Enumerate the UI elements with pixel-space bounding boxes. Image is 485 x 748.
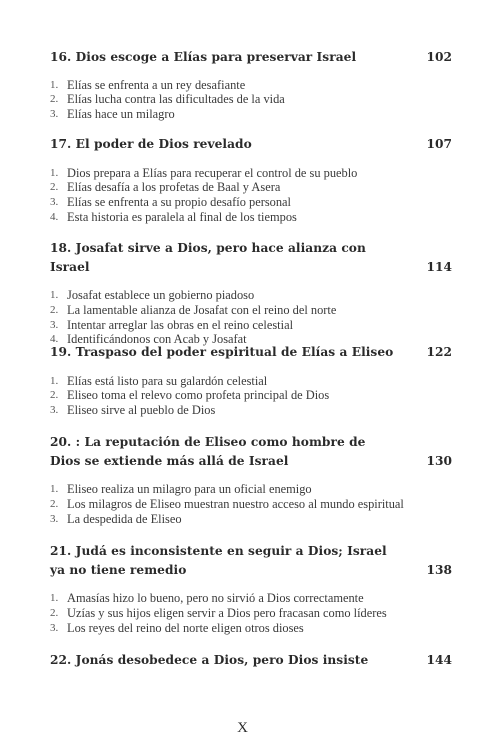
toc-item	[50, 388, 452, 403]
item-text: La lamentable alianza de Josafat con el reino del norte	[67, 302, 337, 317]
item-text: Amasías hizo lo bueno, pero no sirvió a Dios correctamente	[67, 591, 364, 605]
item-text: Eliseo sirve al pueblo de Dios	[67, 403, 216, 418]
item-number: 1.	[50, 592, 59, 604]
item-number: 1.	[50, 483, 59, 495]
chapter-heading	[50, 135, 452, 154]
item-text: Los reyes del reino del norte eligen otros dioses	[67, 620, 304, 635]
item-text: Dios prepara a Elías para recuperar el control de su pueblo	[67, 165, 358, 180]
item-text: Josafat establece un gobierno piadoso	[67, 288, 255, 302]
item-text: Eliseo realiza un milagro para un oficial enemigo	[67, 482, 312, 496]
item-number: 2.	[50, 181, 59, 194]
chapter-page-number: 107	[426, 137, 452, 151]
chapter-page-number: 144	[426, 653, 452, 667]
chapter-page-number: 130	[426, 453, 452, 468]
toc-chapter	[50, 651, 452, 670]
item-number: 1.	[50, 289, 59, 301]
chapter-items	[50, 166, 452, 225]
chapter-title: 17. El poder de Dios revelado	[50, 137, 252, 151]
item-text: Elías hace un milagro	[67, 107, 175, 122]
item-number: 2.	[50, 303, 59, 316]
toc-item	[50, 482, 452, 497]
item-text: Elías lucha contra las dificultades de la vida	[67, 92, 285, 107]
toc-item	[50, 606, 452, 621]
toc-item	[50, 166, 452, 181]
toc-item	[50, 210, 452, 225]
toc-item	[50, 374, 452, 389]
chapter-title: 16. Dios escoge a Elías para preservar Israel	[50, 50, 357, 64]
item-number: 1.	[50, 374, 59, 387]
chapter-title: 20. : La reputación de Eliseo como hombre de Dios se extiende más allá de Israel	[50, 435, 366, 468]
item-number: 3.	[50, 108, 59, 121]
item-text: Elías se enfrenta a un rey desafiante	[67, 77, 246, 92]
chapter-title: 18. Josafat sirve a Dios, pero hace alianza con Israel	[50, 241, 366, 274]
item-text: Intentar arreglar las obras en el reino celestial	[67, 317, 294, 332]
toc-item	[50, 303, 452, 318]
item-text: Elías desafía a los profetas de Baal y Asera	[67, 180, 281, 195]
item-text: Esta historia es paralela al final de los tiempos	[67, 209, 297, 224]
item-number: 2.	[50, 93, 59, 106]
item-text: La despedida de Eliseo	[67, 511, 182, 526]
chapter-heading	[50, 651, 452, 670]
chapter-title: 21. Judá es inconsistente en seguir a Dios; Israel ya no tiene remedio	[50, 544, 387, 577]
item-number: 4.	[50, 333, 59, 346]
chapter-items	[50, 591, 452, 635]
item-number: 2.	[50, 389, 59, 402]
item-text: Uzías y sus hijos eligen servir a Dios pero fracasan como líderes	[67, 605, 387, 620]
page-folio: X	[237, 720, 248, 736]
item-number: 3.	[50, 621, 59, 634]
item-text: Elías se enfrenta a su propio desafío personal	[67, 195, 291, 210]
toc-chapter	[50, 542, 452, 635]
chapter-heading	[50, 343, 452, 362]
toc-item	[50, 591, 452, 606]
item-text: Elías está listo para su galardón celestial	[67, 373, 268, 388]
chapter-page-number: 138	[426, 562, 452, 577]
item-text: Identificándonos con Acab y Josafat	[67, 332, 247, 347]
item-number: 3.	[50, 512, 59, 525]
item-number: 3.	[50, 196, 59, 209]
item-text: Los milagros de Eliseo muestran nuestro acceso al mundo espiritual	[67, 496, 404, 511]
chapter-page-number: 114	[426, 259, 452, 274]
item-number: 3.	[50, 404, 59, 417]
toc-item	[50, 195, 452, 210]
toc-item	[50, 92, 452, 107]
chapter-title: 22. Jonás desobedece a Dios, pero Dios insiste	[50, 653, 369, 667]
toc-item	[50, 512, 452, 527]
item-number: 2.	[50, 606, 59, 619]
toc-item	[50, 107, 452, 122]
toc-chapter	[50, 48, 452, 122]
chapter-title: 19. Traspaso del poder espiritual de Elías a Eliseo	[50, 345, 394, 359]
toc-chapter	[50, 433, 452, 526]
chapter-items	[50, 78, 452, 122]
item-number: 1.	[50, 166, 59, 179]
item-text: Eliseo toma el relevo como profeta principal de Dios	[67, 388, 330, 403]
item-number: 1.	[50, 78, 59, 91]
toc-item	[50, 403, 452, 418]
toc-item	[50, 318, 452, 333]
toc-item	[50, 288, 452, 303]
chapter-heading	[50, 542, 452, 579]
chapter-heading	[50, 239, 452, 276]
toc-chapter	[50, 343, 452, 418]
item-number: 2.	[50, 497, 59, 510]
toc-item	[50, 78, 452, 93]
chapter-heading	[50, 48, 452, 67]
toc-chapter	[50, 239, 452, 347]
item-number: 3.	[50, 318, 59, 331]
chapter-items	[50, 482, 452, 526]
toc-item	[50, 621, 452, 636]
chapter-items	[50, 374, 452, 418]
chapter-items	[50, 288, 452, 347]
toc-item	[50, 497, 452, 512]
toc-item	[50, 180, 452, 195]
chapter-heading	[50, 433, 452, 470]
chapter-page-number: 122	[426, 345, 452, 359]
item-number: 4.	[50, 210, 59, 223]
toc-chapter	[50, 135, 452, 225]
chapter-page-number: 102	[426, 50, 452, 64]
